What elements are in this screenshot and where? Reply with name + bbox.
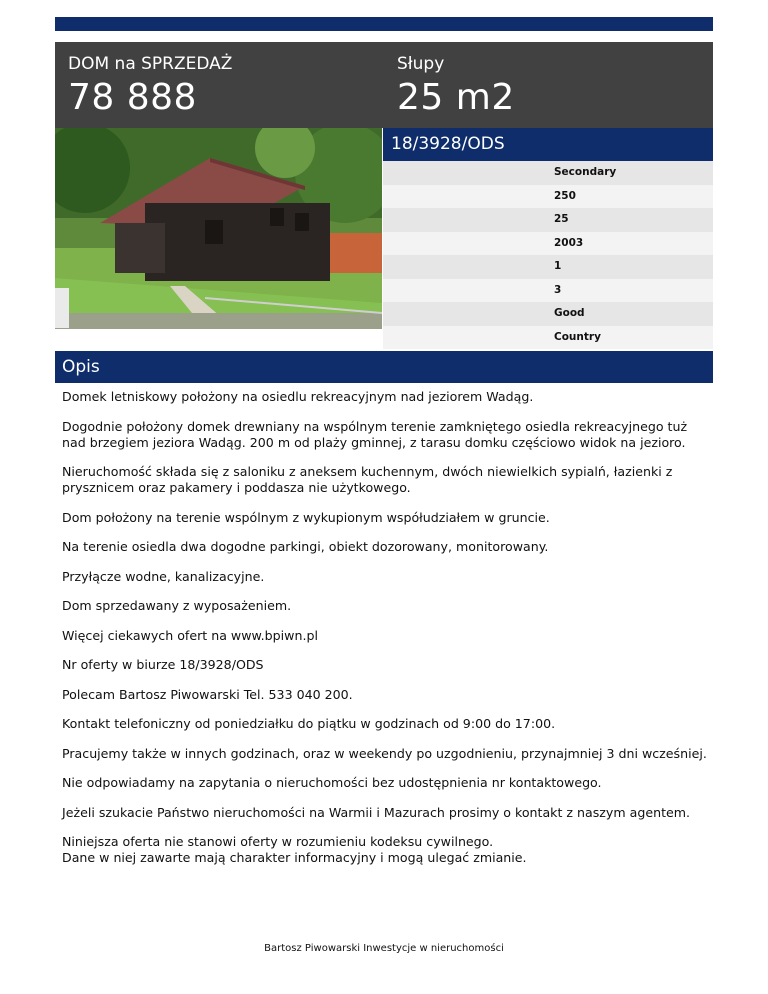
header-left	[68, 54, 232, 120]
top-bar	[55, 17, 713, 31]
parameters-table	[383, 161, 713, 349]
param-location-type: Country	[383, 326, 713, 350]
param-year-built: 2003	[383, 232, 713, 256]
description-paragraph: Więcej ciekawych ofert na www.bpiwn.pl	[62, 627, 318, 643]
description-paragraph: Przyłącze wodne, kanalizacyjne.	[62, 568, 265, 584]
footer-text: Bartosz Piwowarski Inwestycje w nieruchomości	[264, 943, 504, 954]
description-paragraph: Niniejsza oferta nie stanowi oferty w rozumieniu kodeksu cywilnego. Dane w niej zawarte mają charakter informacyjny i mogą ulegać zmianie.	[62, 834, 527, 865]
header-right	[397, 54, 515, 120]
description-paragraph: Na terenie osiedla dwa dogodne parkingi, obiekt dozorowany, monitorowany.	[62, 539, 549, 554]
description-paragraph: Pracujemy także w innych godzinach, oraz w weekendy po uzgodnieniu, przynajmniej 3 dni wcześniej.	[62, 745, 707, 761]
description-paragraph: Dogodnie położony domek drewniany na wspólnym terenie zamkniętego osiedla rekreacyjnego tuż nad brzegiem jeziora Wadąg. 200 m od plaży gminnej, z tarasu domku częściowo widok na jezioro.	[62, 418, 688, 450]
price: 78 888	[68, 77, 197, 118]
description-paragraph: Nieruchomość składa się z saloniku z aneksem kuchennym, dwóch niewielkich sypialń, łazienki z prysznicem oraz pakamery i poddasza nie użytkowego.	[62, 464, 673, 495]
description-paragraph: Jeżeli szukacie Państwo nieruchomości na Warmii i Mazurach prosimy o kontakt z naszym agentem.	[62, 804, 691, 820]
description-paragraph: Dom sprzedawany z wyposażeniem.	[62, 598, 292, 613]
param-usable-area: 25	[383, 208, 713, 232]
location-label: Słupy	[397, 54, 445, 74]
param-plot-area: 250	[383, 185, 713, 209]
house-photo-illustration	[55, 128, 382, 329]
description-paragraph: Polecam Bartosz Piwowarski Tel. 533 040 200.	[62, 686, 353, 702]
description	[62, 389, 712, 880]
param-condition: Good	[383, 302, 713, 326]
param-rooms: 3	[383, 279, 713, 303]
area: 25 m2	[397, 77, 515, 118]
description-paragraph: Domek letniskowy położony na osiedlu rekreacyjnym nad jeziorem Wadąg.	[62, 389, 534, 404]
listing-header	[55, 42, 713, 128]
param-floors: 1	[383, 255, 713, 279]
description-paragraph: Kontakt telefoniczny od poniedziałku do piątku w godzinach od 9:00 do 17:00.	[62, 716, 556, 731]
section-title-description: Opis	[55, 351, 713, 383]
property-photo	[55, 128, 382, 329]
description-paragraph: Dom położony na terenie wspólnym z wykupionym współudziałem w gruncie.	[62, 509, 550, 525]
description-paragraph: Nie odpowiadamy na zapytania o nieruchomości bez udostępnienia nr kontaktowego.	[62, 775, 602, 790]
listing-type-label: DOM na SPRZEDAŻ	[68, 54, 233, 74]
param-market: Secondary	[383, 161, 713, 185]
offer-id: 18/3928/ODS	[383, 128, 713, 161]
description-paragraph: Nr oferty w biurze 18/3928/ODS	[62, 657, 264, 672]
